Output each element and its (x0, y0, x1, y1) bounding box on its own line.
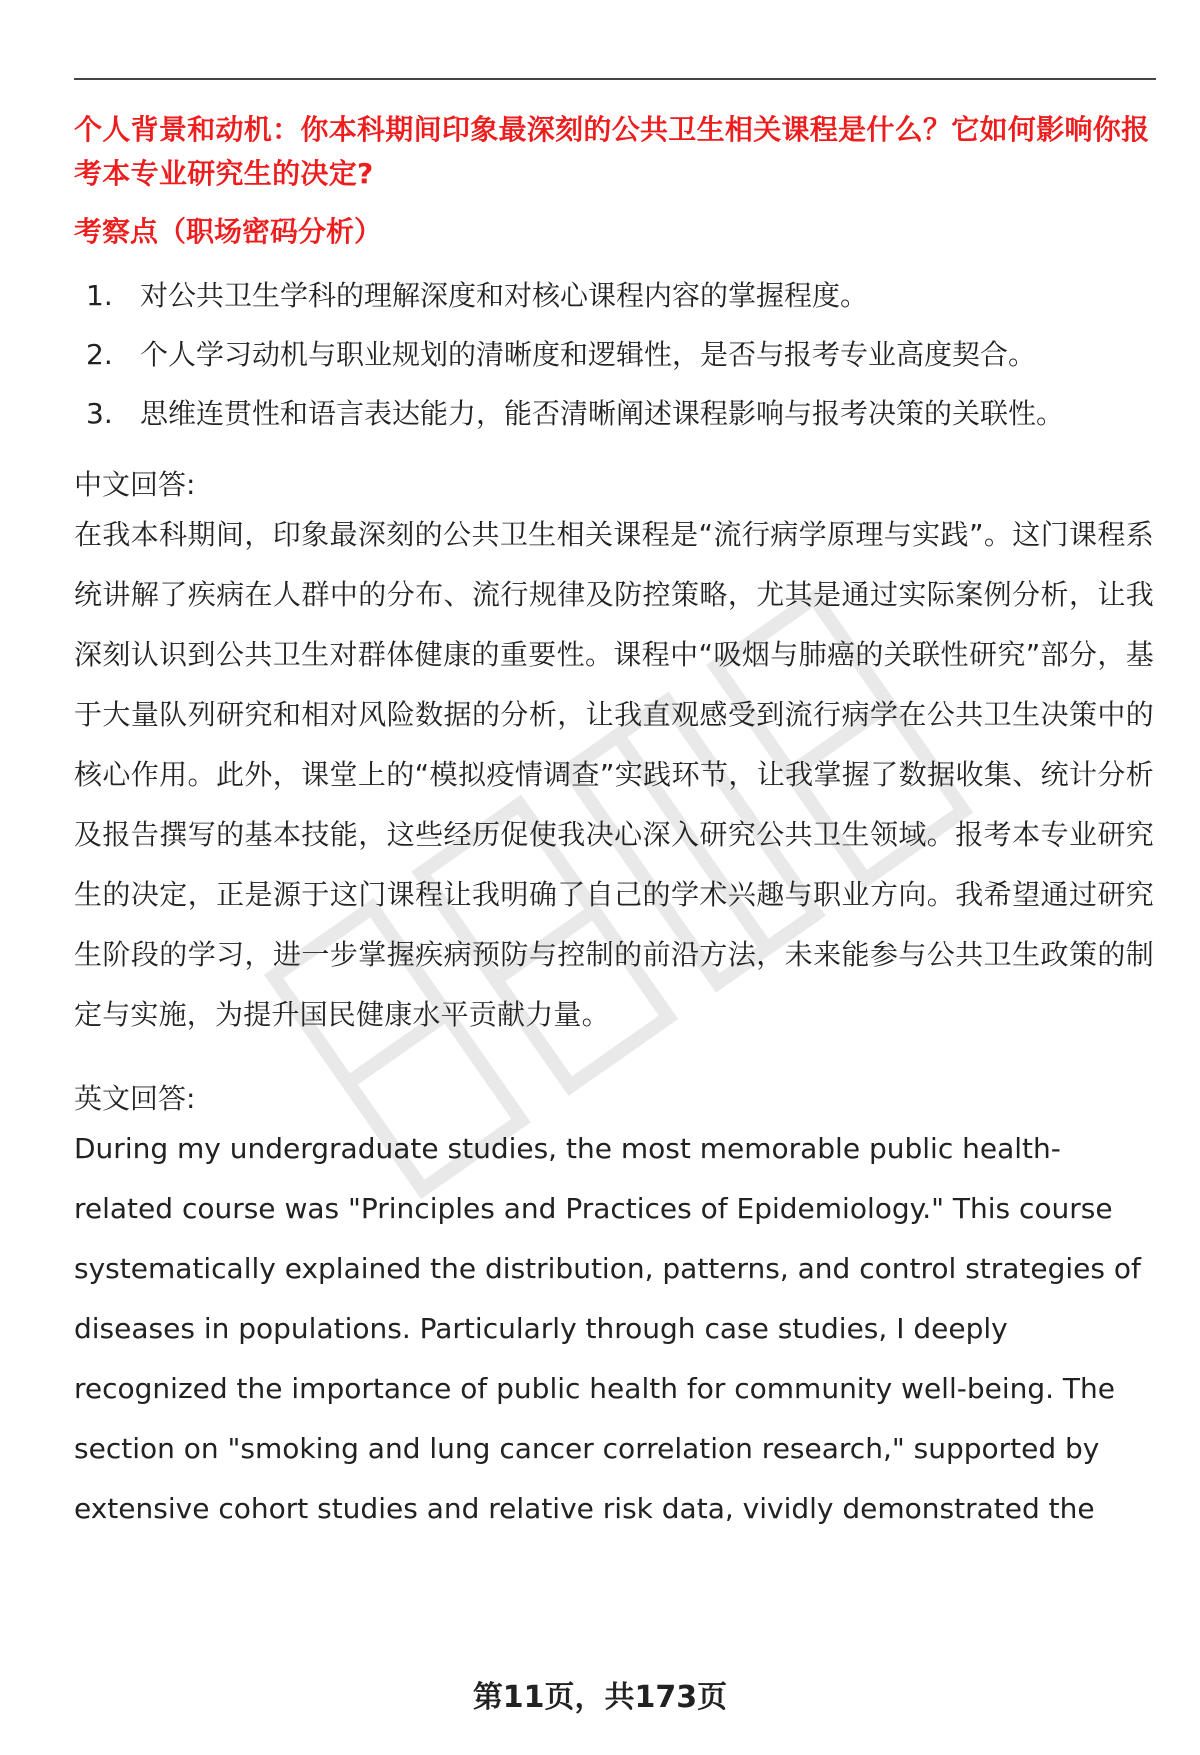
assessment-points-list (74, 276, 1154, 434)
question-heading: 个人背景和动机：你本科期间印象最深刻的公共卫生相关课程是什么？它如何影响你报考本专业研究生的决定? (74, 113, 1150, 190)
top-rule (74, 78, 1156, 80)
page-number-footer: 第11页，共173页 (472, 1680, 728, 1715)
document-body (74, 108, 1154, 1539)
chinese-answer-label: 中文回答: (74, 468, 196, 501)
list-item-text: 个人学习动机与职业规划的清晰度和逻辑性，是否与报考专业高度契合。 (140, 338, 1037, 371)
english-answer-text: During my undergraduate studies, the most memorable public health-related course was "Principles and Practices of Epidemiology." This course systematically explained the distribution, patterns, and control strategies of diseases in populations. Particularly through case studies, I deeply recognized the importance of public health for community well-being. The section on "smoking and lung cancer correlation research," supported by extensive cohort studies and relative risk data, vividly demonstrated the (74, 1132, 1141, 1525)
assessment-heading: 考察点（职场密码分析） (74, 215, 383, 248)
list-item-number: 2. (86, 338, 113, 371)
list-item-text: 思维连贯性和语言表达能力，能否清晰阐述课程影响与报考决策的关联性。 (140, 397, 1065, 430)
list-item (74, 276, 1154, 316)
chinese-answer-text: 在我本科期间，印象最深刻的公共卫生相关课程是“流行病学原理与实践”。这门课程系统讲解了疾病在人群中的分布、流行规律及防控策略，尤其是通过实际案例分析，让我深刻认识到公共卫生对群体健康的重要性。课程中“吸烟与肺癌的关联性研究”部分，基于大量队列研究和相对风险数据的分析，让我直观感受到流行病学在公共卫生决策中的核心作用。此外，课堂上的“模拟疫情调查”实践环节，让我掌握了数据收集、统计分析及报告撰写的基本技能，这些经历促使我决心深入研究公共卫生领域。报考本专业研究生的决定，正是源于这门课程让我明确了自己的学术兴趣与职业方向。我希望通过研究生阶段的学习，进一步掌握疾病预防与控制的前沿方法，未来能参与公共卫生政策的制定与实施，为提升国民健康水平贡献力量。 (74, 518, 1154, 1031)
list-item (74, 335, 1154, 375)
list-item (74, 394, 1154, 434)
list-item-number: 3. (86, 397, 113, 430)
list-item-text: 对公共卫生学科的理解深度和对核心课程内容的掌握程度。 (140, 279, 869, 312)
english-answer-label: 英文回答: (74, 1082, 196, 1115)
list-item-number: 1. (86, 279, 113, 312)
